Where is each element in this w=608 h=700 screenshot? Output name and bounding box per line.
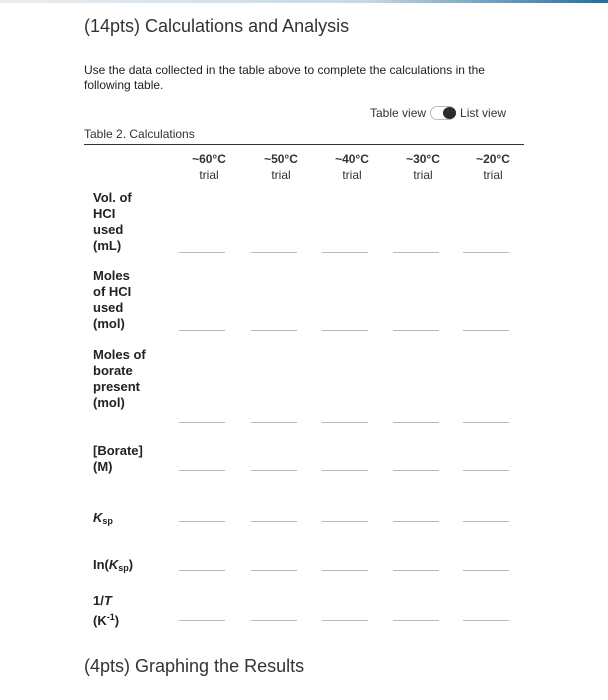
instructions-text: Use the data collected in the table above to complete the calculations in the following table. bbox=[84, 63, 485, 92]
column-temp: ~60°C bbox=[192, 152, 226, 166]
inverse-temp-line1 bbox=[93, 593, 163, 609]
answer-blank[interactable] bbox=[251, 620, 297, 621]
answer-blank[interactable] bbox=[393, 470, 439, 471]
answer-blank[interactable] bbox=[179, 570, 225, 571]
column-trial: trial bbox=[342, 168, 362, 182]
table-caption: Table 2. Calculations bbox=[84, 127, 195, 141]
answer-blank[interactable] bbox=[393, 422, 439, 423]
section-title: (14pts) Calculations and Analysis bbox=[84, 16, 350, 36]
column-trial: trial bbox=[199, 168, 219, 182]
column-trial: trial bbox=[413, 168, 433, 182]
answer-blank[interactable] bbox=[322, 252, 368, 253]
answer-blank[interactable] bbox=[393, 570, 439, 571]
column-header-50c bbox=[251, 151, 311, 183]
row-label-vol-hcl: Vol. of HCI used (mL) bbox=[93, 190, 132, 253]
ksp-subscript: sp bbox=[118, 563, 129, 573]
column-header-30c bbox=[393, 151, 453, 183]
row-label-ksp bbox=[93, 510, 163, 529]
column-trial: trial bbox=[271, 168, 291, 182]
answer-blank[interactable] bbox=[463, 521, 509, 522]
answer-blank[interactable] bbox=[251, 521, 297, 522]
answer-blank[interactable] bbox=[463, 422, 509, 423]
answer-blank[interactable] bbox=[322, 620, 368, 621]
column-trial: trial bbox=[483, 168, 503, 182]
column-header-60c bbox=[179, 151, 239, 183]
answer-blank[interactable] bbox=[251, 470, 297, 471]
row-label-ln-ksp bbox=[93, 557, 163, 576]
answer-blank[interactable] bbox=[179, 252, 225, 253]
column-temp: ~20°C bbox=[476, 152, 510, 166]
answer-blank[interactable] bbox=[322, 422, 368, 423]
answer-blank[interactable] bbox=[322, 330, 368, 331]
answer-blank[interactable] bbox=[179, 521, 225, 522]
table-divider bbox=[84, 144, 524, 145]
answer-blank[interactable] bbox=[179, 620, 225, 621]
unit-exponent: -1 bbox=[106, 612, 115, 622]
temp-symbol: T bbox=[103, 593, 112, 608]
inverse-temp-line2 bbox=[93, 609, 163, 629]
top-accent-rule bbox=[0, 0, 608, 3]
column-header-40c bbox=[322, 151, 382, 183]
answer-blank[interactable] bbox=[393, 252, 439, 253]
ksp-subscript: sp bbox=[102, 516, 113, 526]
row-label-moles-hcl: Moles of HCI used (mol) bbox=[93, 268, 132, 331]
column-temp: ~50°C bbox=[264, 152, 298, 166]
answer-blank[interactable] bbox=[179, 470, 225, 471]
toggle-knob bbox=[443, 107, 456, 119]
answer-blank[interactable] bbox=[179, 330, 225, 331]
answer-blank[interactable] bbox=[251, 422, 297, 423]
next-section-title: (4pts) Graphing the Results bbox=[84, 656, 305, 676]
view-toggle bbox=[370, 106, 506, 120]
answer-blank[interactable] bbox=[322, 470, 368, 471]
row-label-moles-borate: Moles of borate present (mol) bbox=[93, 347, 146, 410]
column-temp: ~30°C bbox=[406, 152, 440, 166]
answer-blank[interactable] bbox=[322, 570, 368, 571]
unit-prefix: (K bbox=[93, 613, 107, 628]
ln-prefix: In( bbox=[93, 557, 109, 572]
inverse-temp-prefix: 1/ bbox=[93, 593, 104, 608]
column-temp: ~40°C bbox=[335, 152, 369, 166]
ksp-symbol: K bbox=[108, 557, 119, 572]
answer-blank[interactable] bbox=[251, 330, 297, 331]
answer-blank[interactable] bbox=[251, 252, 297, 253]
list-view-label[interactable]: List view bbox=[460, 106, 507, 120]
answer-blank[interactable] bbox=[463, 570, 509, 571]
answer-blank[interactable] bbox=[463, 252, 509, 253]
ksp-symbol: K bbox=[93, 510, 103, 525]
view-toggle-switch[interactable] bbox=[430, 106, 456, 120]
answer-blank[interactable] bbox=[251, 570, 297, 571]
answer-blank[interactable] bbox=[463, 620, 509, 621]
row-label-inverse-temp bbox=[93, 593, 163, 629]
answer-blank[interactable] bbox=[322, 521, 368, 522]
column-header-20c bbox=[463, 151, 523, 183]
answer-blank[interactable] bbox=[463, 470, 509, 471]
answer-blank[interactable] bbox=[179, 422, 225, 423]
table-view-label[interactable]: Table view bbox=[370, 106, 427, 120]
ln-suffix: ) bbox=[128, 557, 134, 572]
answer-blank[interactable] bbox=[393, 521, 439, 522]
answer-blank[interactable] bbox=[393, 620, 439, 621]
answer-blank[interactable] bbox=[463, 330, 509, 331]
answer-blank[interactable] bbox=[393, 330, 439, 331]
row-label-borate-conc: [Borate] (M) bbox=[93, 443, 143, 474]
unit-suffix: ) bbox=[114, 613, 120, 628]
